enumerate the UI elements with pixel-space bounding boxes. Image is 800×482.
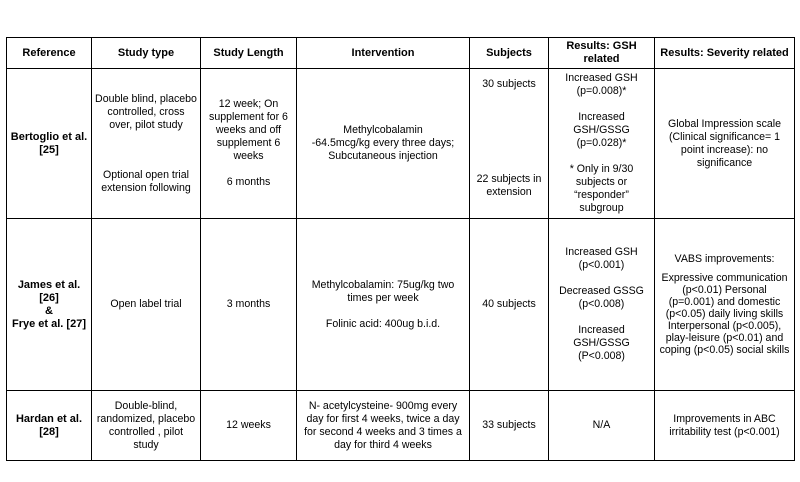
- gsh-results-cell: [549, 219, 655, 391]
- study-type-extension-text: Optional open trial extension following: [101, 168, 191, 194]
- table-row: [7, 391, 795, 461]
- intervention-line: -64.5mcg/kg every three days;: [311, 137, 455, 149]
- study-type-cell: [92, 219, 201, 391]
- intervention-line: Methylcobalamin: [343, 124, 423, 136]
- header-results-severity: Results: Severity related: [655, 38, 795, 69]
- reference-cell: [7, 391, 92, 461]
- study-length-text: 3 months: [226, 298, 271, 310]
- reference-text: Frye et al. [27]: [12, 317, 86, 330]
- intervention-cell: [297, 219, 470, 391]
- severity-result: Improvements in ABC irritability test (p<0.001): [669, 412, 780, 438]
- gsh-result: Increased GSH/GSSG (P<0.008): [573, 324, 630, 362]
- severity-results-cell: [655, 219, 795, 391]
- table-header-row: [7, 38, 795, 69]
- study-length-cell: [201, 391, 297, 461]
- reference-cell: [7, 219, 92, 391]
- study-length-cell: [201, 219, 297, 391]
- study-length-extension-text: 6 months: [226, 176, 271, 188]
- intervention-line: Methylcobalamin: 75ug/kg two times per week: [311, 278, 455, 304]
- gsh-result: N/A: [592, 419, 611, 431]
- severity-results-cell: [655, 69, 795, 219]
- gsh-result: Increased GSH/GSSG (p=0.028)*: [573, 111, 630, 149]
- intervention-text: N- acetylcysteine- 900mg every day for first 4 weeks, twice a day for second 4 weeks and 3 times a day for third 4 weeks: [304, 399, 462, 451]
- severity-result: Global Impression scale (Clinical significance= 1 point increase): no significance: [667, 117, 782, 169]
- reference-cell: [7, 69, 92, 219]
- study-length-text: 12 week; On supplement for 6 weeks and off supplement 6 weeks: [209, 98, 288, 162]
- intervention-cell: [297, 69, 470, 219]
- gsh-result: Increased GSH (p=0.008)*: [565, 72, 638, 97]
- study-summary-table: [6, 37, 795, 461]
- header-subjects: Subjects: [470, 38, 549, 69]
- gsh-results-cell: [549, 69, 655, 219]
- severity-title: VABS improvements:: [674, 253, 775, 265]
- gsh-result: Decreased GSSG (p<0.008): [559, 285, 644, 310]
- study-type-cell: [92, 69, 201, 219]
- subjects-text: 40 subjects: [482, 298, 536, 310]
- study-type-cell: [92, 391, 201, 461]
- intervention-cell: [297, 391, 470, 461]
- reference-ampersand: &: [45, 304, 53, 317]
- header-study-type: Study type: [92, 38, 201, 69]
- header-reference: Reference: [7, 38, 92, 69]
- subjects-text: 30 subjects: [482, 78, 536, 90]
- severity-results-cell: [655, 391, 795, 461]
- table-row: [7, 69, 795, 219]
- study-type-text: Open label trial: [110, 298, 182, 310]
- subjects-extension-text: 22 subjects in extension: [476, 173, 542, 198]
- study-type-text: Double-blind, randomized, placebo controlled , pilot study: [96, 399, 196, 451]
- subjects-text: 33 subjects: [482, 419, 536, 431]
- header-intervention: Intervention: [297, 38, 470, 69]
- header-results-gsh: Results: GSH related: [549, 38, 655, 69]
- study-length-text: 12 weeks: [226, 419, 271, 431]
- severity-result: Expressive communication (p<0.01) Personal (p=0.001) and domestic (p<0.05) daily living skills Interpersonal (p<0.005), play-leisure (p<0.01) and coping (p<0.05) social skills: [659, 272, 790, 356]
- header-study-length: Study Length: [201, 38, 297, 69]
- intervention-line: Folinic acid: 400ug b.i.d.: [325, 317, 441, 330]
- study-type-text: Double blind, placebo controlled, cross over, pilot study: [95, 92, 197, 131]
- gsh-results-cell: [549, 391, 655, 461]
- table-row: [7, 219, 795, 391]
- subjects-cell: [470, 219, 549, 391]
- subjects-cell: [470, 69, 549, 219]
- reference-text: Bertoglio et al. [25]: [10, 130, 88, 156]
- study-length-cell: [201, 69, 297, 219]
- subjects-cell: [470, 391, 549, 461]
- gsh-footnote: * Only in 9/30 subjects or “responder” subgroup: [569, 163, 634, 214]
- reference-text: Hardan et al. [28]: [15, 412, 83, 438]
- gsh-result: Increased GSH (p<0.001): [565, 246, 638, 271]
- reference-text: James et al. [26]: [17, 278, 81, 304]
- intervention-line: Subcutaneous injection: [328, 150, 438, 162]
